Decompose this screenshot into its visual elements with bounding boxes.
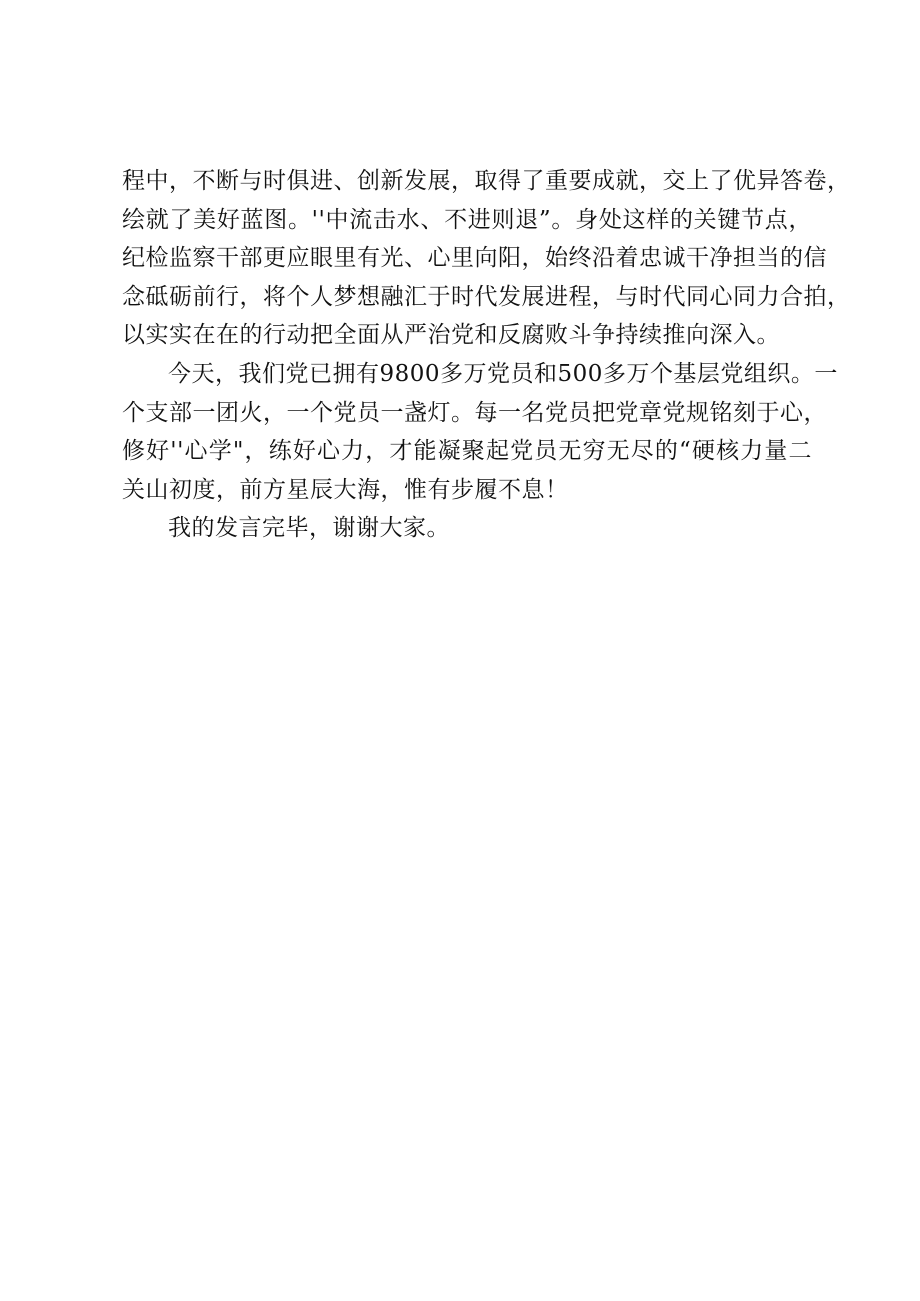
paragraph-2-line-4: 关山初度，前方星辰大海，惟有步履不息！	[122, 476, 569, 503]
paragraph-2-line-3: 修好''心学"，练好心力，才能凝聚起党员无穷无尽的“硬核力量二	[122, 438, 812, 465]
paragraph-1-line-3: 纪检监察干部更应眼里有光、心里向阳，始终沿着忠诚干净担当的信	[122, 245, 827, 272]
paragraph-3-line-1: 我的发言完毕，谢谢大家。	[168, 515, 450, 542]
paragraph-1-line-4: 念砥砺前行，将个人梦想融汇于时代发展进程，与时代同心同力合拍，	[122, 283, 851, 310]
paragraph-2-line-1: 今天，我们党已拥有9800多万党员和500多万个基层党组织。一	[168, 360, 838, 387]
paragraph-1-line-1: 程中，不断与时俱进、创新发展，取得了重要成就，交上了优异答卷，	[122, 168, 851, 194]
paragraph-2-line-2: 个支部一团火，一个党员一盏灯。每一名党员把党章党规铭刻于心，	[122, 399, 827, 426]
paragraph-1-line-5: 以实实在在的行动把全面从严治党和反腐败斗争持续推向深入。	[122, 322, 780, 349]
paragraph-1-line-2: 绘就了美好蓝图。''中流击水、不进则退”。身处这样的关键节点，	[122, 206, 812, 233]
document-body	[122, 162, 851, 548]
